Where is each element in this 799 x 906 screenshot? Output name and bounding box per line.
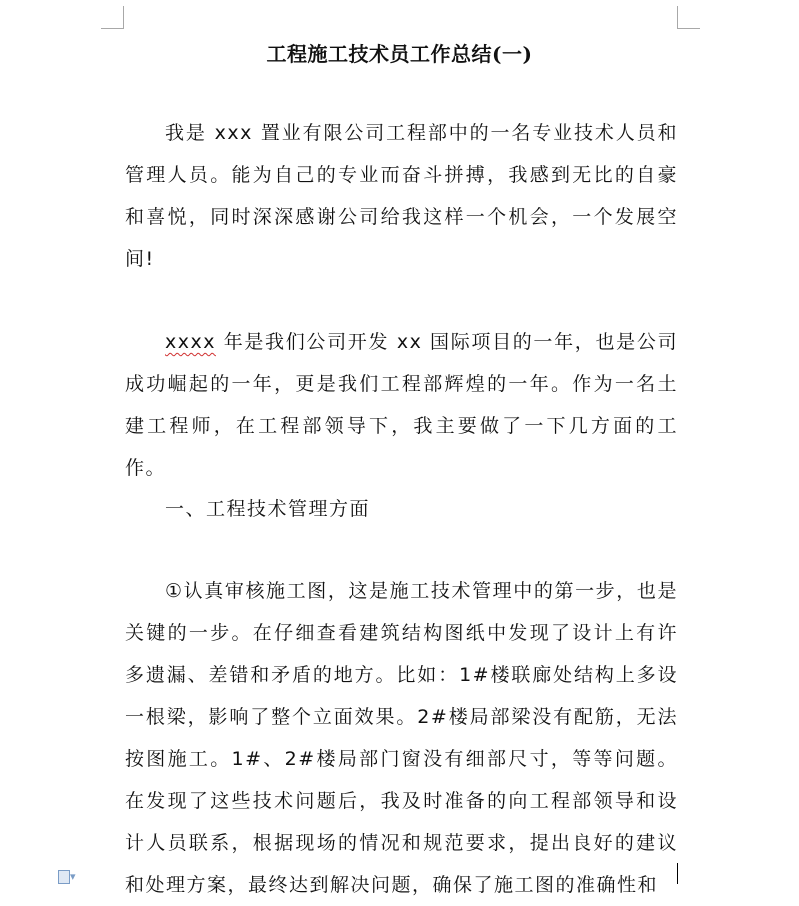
paragraph-intro	[125, 112, 678, 280]
text-cursor	[677, 863, 678, 884]
paragraph-text: ①认真审核施工图，这是施工技术管理中的第一步，也是关键的一步。在仔细查看建筑结构图纸中发现了设计上有许多遗漏、差错和矛盾的地方。比如：1#楼联廊处结构上多设一根梁，影响了整个立面效果。2#楼局部梁没有配筋，无法按图施工。1#、2#楼局部门窗没有细部尺寸，等等问题。在发现了这些技术问题后，我及时准备的向工程部领导和设计人员联系，根据现场的情况和规范要求，提出良好的建议和处理方案，最终达到解决问题，确保了施工图的准确性和	[125, 580, 678, 896]
paragraph-text: 年是我们公司开发 xx 国际项目的一年，也是公司成功崛起的一年，更是我们工程部辉煌的一年。作为一名土建工程师，在工程部领导下，我主要做了一下几方面的工作。	[125, 331, 678, 479]
spellcheck-flagged-word[interactable]: xxxx	[165, 331, 216, 353]
paragraph-text: 我是 xxx 置业有限公司工程部中的一名专业技术人员和管理人员。能为自己的专业而奋斗拼搏，我感到无比的自豪和喜悦，同时深深感谢公司给我这样一个机会，一个发展空间!	[125, 122, 678, 270]
paragraph-drawing-review	[125, 570, 678, 906]
document-title: 工程施工技术员工作总结(一)	[266, 42, 533, 66]
heading-text: 一、工程技术管理方面	[165, 498, 371, 520]
paragraph-year	[125, 321, 678, 489]
paste-options-icon[interactable]	[58, 870, 80, 884]
margin-corner-top-right	[677, 6, 700, 29]
dropdown-arrow-icon: ▾	[70, 870, 76, 883]
section-heading	[125, 488, 678, 530]
clipboard-icon	[58, 870, 70, 884]
margin-corner-top-left	[101, 6, 124, 29]
